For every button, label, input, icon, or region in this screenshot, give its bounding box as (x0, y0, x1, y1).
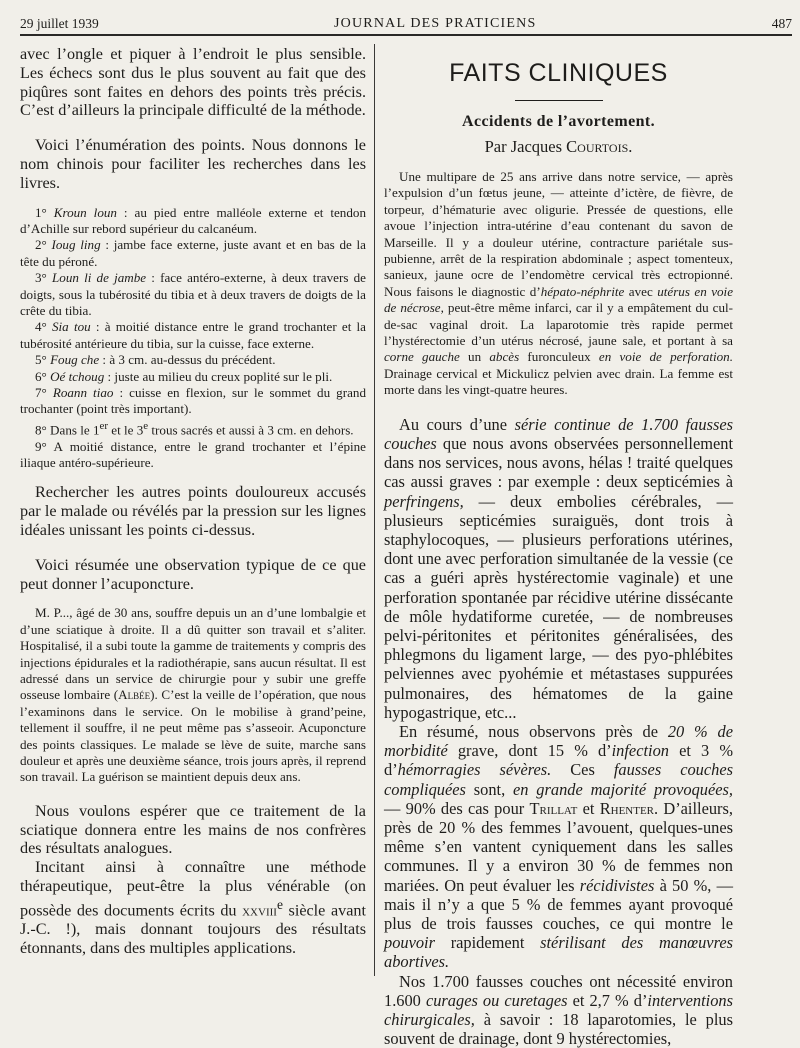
point-name: Kroun loun (53, 204, 117, 220)
point-item: 7° Roann tiao : cuisse en flexion, sur le sommet du grand trochanter (point très important). (20, 385, 366, 417)
intro-paragraph: avec l’ongle et piquer à l’endroit le plus sensible. Les échecs sont dus le plus souvent au fait que des piqûres sont faites en dehors des points très précis. C’est d’ailleurs la principale difficulté de la méthode. (20, 45, 366, 120)
case-report: Une multipare de 25 ans arrive dans notre service, — après l’expulsion d’un fœtus jeune, — atteinte d’ictère, de fièvre, de torpeur, d’hématurie avec oligurie. Pressée de questions, elle avoue l’injection intra-utérine d’eau contenant du savon de Marseille. Il y a douleur utérine, contracture pariétale sus-pubienne, arrêt de la respiration abdominale ; aspect tomenteux, sanieux, jaune ocre de l’endomètre cervical très ectropionné. Nous faisons le diagnostic d’hépato-néphrite avec utérus en voie de nécrose, peut-être même infarci, car il y a empâtement du cul-de-sac vaginal droit. La laparotomie très rapide permet l’hystérectomie d’un utérus nécrosé, jaune sale, et portant à sa corne gauche un abcès furonculeux en voie de perforation. Drainage cervical et Mickulicz pelvien avec drain. La femme est morte dans les vingt-quatre heures. (384, 169, 734, 398)
observation-intro: Voici résumée une observation typique de ce que peut donner l’acuponcture. (20, 555, 366, 593)
journal-title: JOURNAL DES PRATICIENS (334, 16, 537, 31)
point-name: Roann tiao (52, 385, 114, 401)
point-item-9: 9° A moitié distance, entre le grand trochanter et l’épine iliaque antéro-supérieure. (20, 438, 366, 471)
point-item: 5° Foug che : à 3 cm. au-dessus du précédent. (35, 352, 276, 368)
point-name: Loun li de jambe (51, 270, 147, 286)
observation-case: M. P..., âgé de 30 ans, souffre depuis un an d’une lombalgie et d’une sciatique à droite. Il a dû quitter son travail et s’aliter. Hospitalisé, il a subi toute la gamme de traitements y compris des injections épidurales et la radiothérapie, sans aucun résultat. Il est adressé dans un service de chirurgie pour y subir une greffe osseuse lombaire (Albée). C’est la veille de l’opération, que nous l’examinons dans le service. On le mobilise à grand’peine, tellement il souffre, il ne peut même pas s’asseoir. Acuponcture des points classiques. Le malade se lève de suite, marche sans douleur et après une deuxième séance, trois jours après, il reprend son travail. La guérison se maintient depuis deux ans. (20, 605, 366, 785)
curettage-paragraph: Nos 1.700 fausses couches ont nécessité environ 1.600 curages ou curetages et 2,7 % d’interventions chirurgicales, à savoir : 18 laparotomies, le plus souvent de drainage, dont 9 hystérectomies, (384, 971, 734, 1048)
point-item: 1° Kroun loun : au pied entre malléole externe et tendon d’Achille sur rebord supérieur du calcanéum. (20, 204, 366, 236)
series-paragraph: Au cours d’une série continue de 1.700 fausses couches que nous avons observées personnellement dans nos services, nous avons, hélas ! traité quelques cas aussi graves : par exemple : deux septicémies à perfringens, — deux embolies cérébrales, — plusieurs septicémies suraiguës, dont trois à staphylocoques, — plusieurs perforations utérines, dont une avec perforation simultanée de la vessie (ce cas a guéri après hystérectomie vaginale) et une perforation spontanée par récidive utérine dissécante de môle hydatiforme curetée, — de nombreuses pelvi-péritonites et péritonites généralisées, des phlegmons du ligament large, — des pyo-phlébites pelviennes avec pyohémie et métastases suppurées pulmonaires, des hématomes de la gaine hypogastrique, etc... (384, 414, 733, 722)
running-header (20, 10, 792, 36)
right-column (384, 58, 733, 1048)
point-item: 2° Ioug ling : jambe face externe, juste avant et en bas de la tête du péroné. (20, 237, 366, 269)
point-name: Ioug ling (51, 237, 101, 253)
enumeration-paragraph: Voici l’énumération des points. Nous donnons le nom chinois pour faciliter les recherches dans les livres. (20, 136, 366, 192)
point-item: 6° Oé tchoug : juste au milieu du creux poplité sur le pli. (35, 368, 333, 384)
points-list (20, 205, 366, 472)
incitant-paragraph: Incitant ainsi à connaître une méthode thérapeutique, peut-être la plus vénérable (on possède des documents écrits du xxviii$^e$ siècle avant J.-C. !), mais donnant toujours des résultats étonnants, dans des multiples applications. (20, 858, 367, 957)
column-divider (374, 44, 375, 976)
left-column (20, 45, 366, 958)
point-name: Foug che (50, 352, 100, 368)
section-title-rule (515, 100, 603, 101)
rechercher-paragraph: Rechercher les autres points douloureux accusés par le malade ou révélés par la pression sur les lignes idéales unissant les points ci-dessus. (20, 483, 366, 540)
point-item-8: 8° Dans le 1er et le 3e trous sacrés et aussi à 3 cm. en dehors. (35, 419, 354, 438)
article-author: Par Jacques Courtois. (484, 137, 633, 156)
point-name: Sia tou (52, 319, 91, 335)
summary-paragraph: En résumé, nous observons près de 20 % de morbidité grave, dont 15 % d’infection et 3 % d’hémorragies sévères. Ces fausses couches compliquées sont, en grande majorité provoquées, — 90% des cas pour Trillat et Rhenter. D’ailleurs, près de 20 % des femmes l’avouent, quelques-unes même s’en vantent cyniquement dans les salles communes. Il y a environ 30 % de femmes non mariées. On peut évaluer les récidivistes à 50 %, — mais il n’y a que 5 % de femmes ayant provoqué plus de trois fausses couches, ce qui montre le pouvoir rapidement stérilisant des manœuvres abortives. (384, 721, 733, 972)
header-date: 29 juillet 1939 (20, 16, 99, 31)
article-title: Accidents de l’avortement. (461, 113, 656, 130)
point-item: 4° Sia tou : à moitié distance entre le grand trochanter et la tubérosité antérieure du tibia, sur la cuisse, face externe. (20, 319, 366, 351)
point-name: Oé tchoug (50, 368, 105, 384)
point-item: 3° Loun li de jambe : face antéro-externe, à deux travers de doigts, sous la tubérosité du tibia et à deux travers de doigts de la crête du tibia. (20, 270, 366, 319)
section-title: FAITS CLINIQUES (449, 59, 668, 87)
page-number: 487 (771, 16, 792, 31)
esperer-paragraph: Nous voulons espérer que ce traitement de la sciatique donnera entre les mains de nos confrères des résultats analogues. (20, 801, 366, 858)
